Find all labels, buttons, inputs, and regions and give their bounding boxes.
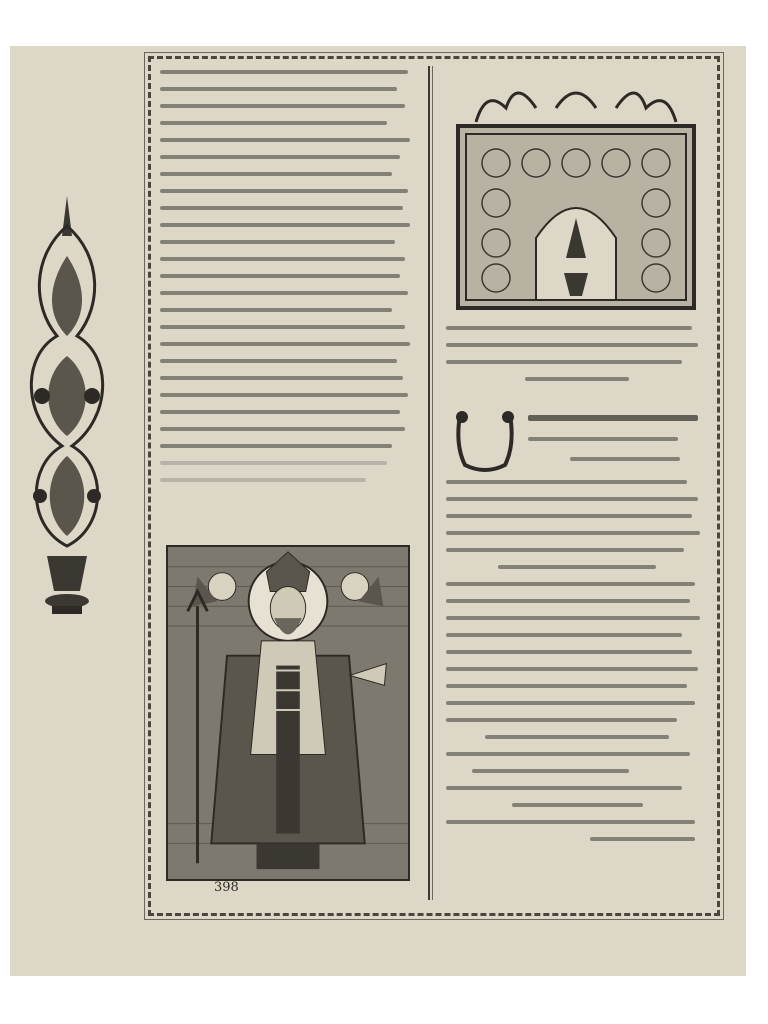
ornate-floral-panel-icon	[456, 78, 696, 310]
decorated-heading	[450, 405, 710, 475]
floral-vine-ornament-icon	[12, 196, 122, 626]
page-number: 398	[214, 880, 239, 895]
left-column-text	[160, 70, 418, 495]
right-column-text-body	[446, 480, 708, 854]
column-divider-inner	[432, 66, 433, 900]
column-divider	[428, 66, 430, 900]
saint-with-angels-woodcut-icon	[166, 545, 410, 881]
right-column-text-top	[446, 326, 708, 394]
decorative-initial-icon	[450, 405, 520, 475]
